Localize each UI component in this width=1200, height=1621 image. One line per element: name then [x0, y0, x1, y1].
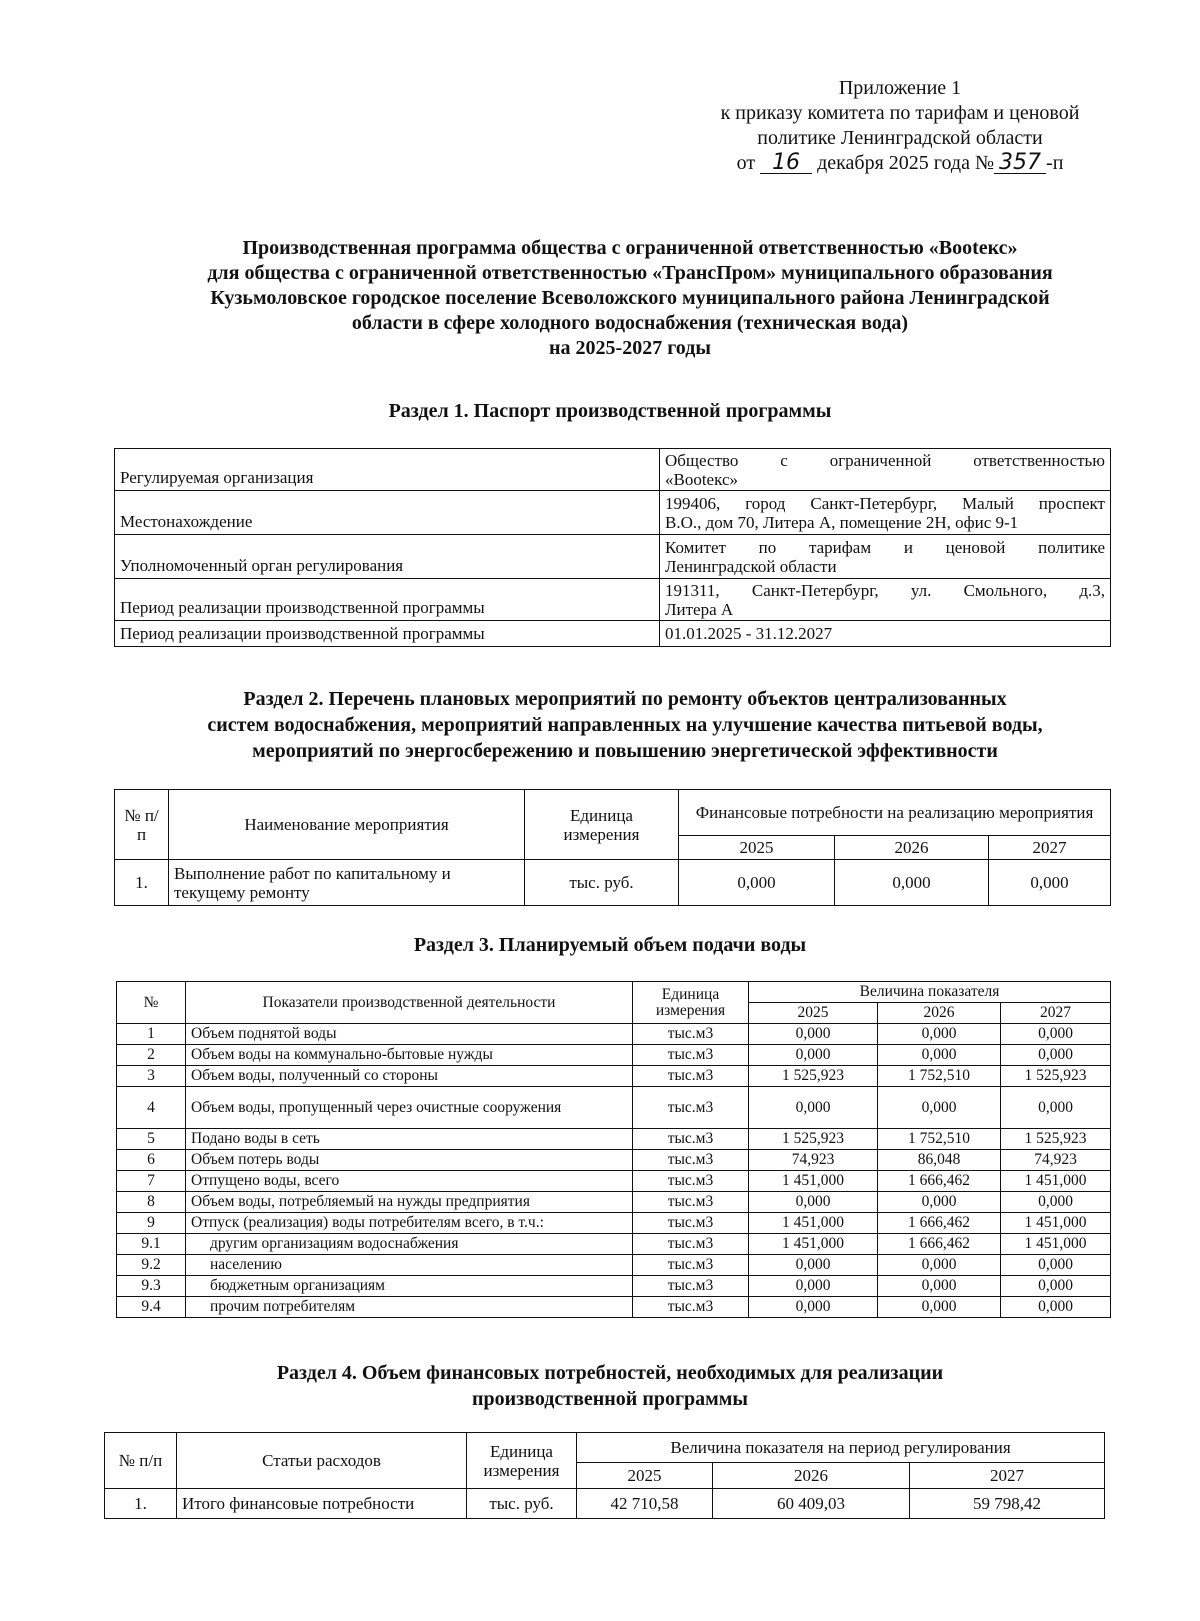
supply-row	[117, 1255, 1111, 1276]
row-value: 1 666,462	[878, 1171, 1001, 1192]
water-supply-table	[116, 981, 1111, 1318]
row-value: 0,000	[1001, 1045, 1111, 1066]
supply-row	[117, 1276, 1111, 1297]
passport-value	[660, 535, 1111, 579]
row-value: 0,000	[878, 1276, 1001, 1297]
row-num: 1	[117, 1024, 186, 1045]
row-value: 0,000	[749, 1087, 878, 1129]
row-value: 0,000	[989, 860, 1111, 906]
row-value: 1 525,923	[1001, 1066, 1111, 1087]
row-unit: тыс. руб.	[467, 1489, 577, 1519]
row-unit: тыс.м3	[633, 1024, 749, 1045]
row-unit: тыс.м3	[633, 1087, 749, 1129]
row-value: 0,000	[679, 860, 835, 906]
row-value: 0,000	[878, 1024, 1001, 1045]
row-num: 4	[117, 1087, 186, 1129]
col-num-header: № п/п	[115, 790, 169, 860]
row-value: 0,000	[749, 1045, 878, 1066]
supply-row	[117, 1045, 1111, 1066]
row-value: 0,000	[1001, 1087, 1111, 1129]
passport-value-line: Литера А	[665, 599, 734, 619]
row-name: Объем потерь воды	[186, 1150, 633, 1171]
supply-row	[117, 1171, 1111, 1192]
row-num: 9.1	[117, 1234, 186, 1255]
year-header: 2025	[577, 1463, 713, 1489]
row-value: 1 451,000	[749, 1213, 878, 1234]
passport-value-line: 01.01.2025 - 31.12.2027	[665, 624, 833, 643]
row-num: 9	[117, 1213, 186, 1234]
passport-row	[115, 449, 1111, 491]
col-unit-header: Единица измерения	[467, 1433, 577, 1489]
row-value: 1 525,923	[749, 1066, 878, 1087]
supply-row	[117, 1087, 1111, 1129]
supply-row	[117, 1066, 1111, 1087]
row-value: 0,000	[749, 1192, 878, 1213]
row-num: 8	[117, 1192, 186, 1213]
section2-heading-line-2: систем водоснабжения, мероприятий направленных на улучшение качества питьевой воды,	[207, 714, 1043, 736]
passport-value-line: 199406, город Санкт-Петербург, Малый проспект	[665, 493, 1105, 513]
year-header: 2025	[679, 836, 835, 860]
row-value: 0,000	[878, 1255, 1001, 1276]
row-value: 0,000	[749, 1276, 878, 1297]
finance-table	[104, 1432, 1105, 1519]
section1-heading: Раздел 1. Паспорт производственной программы	[388, 400, 832, 422]
order-number: 357	[994, 153, 1046, 174]
row-num: 9.2	[117, 1255, 186, 1276]
row-value: 42 710,58	[577, 1489, 713, 1519]
row-name: другим организациям водоснабжения	[186, 1234, 633, 1255]
col-num-header: № п/п	[105, 1433, 177, 1489]
row-name: Отпуск (реализация) воды потребителям всего, в т.ч.:	[186, 1213, 633, 1234]
row-value: 1 451,000	[1001, 1234, 1111, 1255]
passport-value-line: 191311, Санкт-Петербург, ул. Смольного, д.3,	[665, 580, 1105, 600]
year-header: 2026	[878, 1003, 1001, 1024]
year-header: 2027	[1001, 1003, 1111, 1024]
row-unit: тыс.м3	[633, 1192, 749, 1213]
year-header: 2026	[835, 836, 989, 860]
measures-row	[115, 860, 1111, 906]
row-value: 1 525,923	[749, 1129, 878, 1150]
row-name: Подано воды в сеть	[186, 1129, 633, 1150]
row-value: 1 451,000	[1001, 1171, 1111, 1192]
row-num: 2	[117, 1045, 186, 1066]
title-line-5: на 2025-2027 годы	[549, 337, 711, 359]
row-unit: тыс.м3	[633, 1150, 749, 1171]
passport-row	[115, 621, 1111, 647]
year-header: 2027	[910, 1463, 1105, 1489]
row-unit: тыс.м3	[633, 1255, 749, 1276]
col-unit-header: Единица измерения	[525, 790, 679, 860]
row-value: 1 451,000	[749, 1234, 878, 1255]
row-value: 1 451,000	[749, 1171, 878, 1192]
row-unit: тыс.м3	[633, 1045, 749, 1066]
row-name: Выполнение работ по капитальному и текущему ремонту	[169, 860, 525, 906]
row-num: 5	[117, 1129, 186, 1150]
passport-value	[660, 449, 1111, 491]
row-value: 0,000	[878, 1297, 1001, 1318]
passport-row	[115, 491, 1111, 535]
row-value: 1 666,462	[878, 1213, 1001, 1234]
row-value: 0,000	[878, 1045, 1001, 1066]
row-value: 0,000	[749, 1297, 878, 1318]
section3-heading: Раздел 3. Планируемый объем подачи воды	[413, 934, 807, 956]
row-name: бюджетным организациям	[186, 1276, 633, 1297]
row-unit: тыс.м3	[633, 1234, 749, 1255]
passport-value	[660, 579, 1111, 621]
row-unit: тыс.м3	[633, 1129, 749, 1150]
row-unit: тыс.м3	[633, 1066, 749, 1087]
col-finance-header: Финансовые потребности на реализацию мероприятия	[679, 790, 1111, 836]
passport-value-line: Комитет по тарифам и ценовой политике	[665, 537, 1105, 557]
row-unit: тыс.м3	[633, 1213, 749, 1234]
row-num: 3	[117, 1066, 186, 1087]
supply-row	[117, 1129, 1111, 1150]
passport-value	[660, 491, 1111, 535]
finance-header-row	[105, 1433, 1105, 1463]
col-name-header: Показатели производственной деятельности	[186, 982, 633, 1024]
row-unit: тыс.м3	[633, 1171, 749, 1192]
row-value: 1 752,510	[878, 1066, 1001, 1087]
row-unit: тыс.м3	[633, 1276, 749, 1297]
finance-row	[105, 1489, 1105, 1519]
measures-table	[114, 789, 1111, 906]
order-prefix: от	[736, 152, 756, 174]
row-value: 0,000	[878, 1192, 1001, 1213]
row-name: Отпущено воды, всего	[186, 1171, 633, 1192]
row-value: 0,000	[835, 860, 989, 906]
appendix-line-4	[660, 151, 1140, 176]
row-name: населению	[186, 1255, 633, 1276]
row-value: 1 451,000	[1001, 1213, 1111, 1234]
order-day: 16	[760, 153, 812, 174]
appendix-line-3: политике Ленинградской области	[757, 127, 1043, 149]
row-name: Итого финансовые потребности	[177, 1489, 467, 1519]
row-name: Объем воды на коммунально-бытовые нужды	[186, 1045, 633, 1066]
row-value: 0,000	[749, 1255, 878, 1276]
supply-row	[117, 1192, 1111, 1213]
row-value: 60 409,03	[713, 1489, 910, 1519]
passport-value-line: В.О., дом 70, Литера А, помещение 2Н, офис 9-1	[665, 512, 1019, 532]
col-value-header: Величина показателя на период регулирования	[577, 1433, 1105, 1463]
section2-heading-line-3: мероприятий по энергосбережению и повышению энергетической эффективности	[252, 740, 998, 762]
row-num: 6	[117, 1150, 186, 1171]
document-title	[100, 236, 1160, 361]
section2-heading	[110, 686, 1140, 764]
row-name: прочим потребителям	[186, 1297, 633, 1318]
col-name-header: Статьи расходов	[177, 1433, 467, 1489]
title-line-4: области в сфере холодного водоснабжения (техническая вода)	[351, 312, 909, 334]
supply-row	[117, 1234, 1111, 1255]
passport-label: Местонахождение	[115, 491, 660, 535]
title-line-3: Кузьмоловское городское поселение Всеволожского муниципального района Ленинградской	[210, 287, 1050, 309]
row-num: 1.	[115, 860, 169, 906]
year-header: 2027	[989, 836, 1111, 860]
row-num: 7	[117, 1171, 186, 1192]
row-value: 0,000	[1001, 1192, 1111, 1213]
supply-row	[117, 1024, 1111, 1045]
appendix-line-2: к приказу комитета по тарифам и ценовой	[720, 102, 1080, 124]
row-value: 0,000	[1001, 1024, 1111, 1045]
row-value: 0,000	[878, 1087, 1001, 1129]
row-num: 1.	[105, 1489, 177, 1519]
passport-label: Уполномоченный орган регулирования	[115, 535, 660, 579]
row-name: Объем воды, пропущенный через очистные сооружения	[186, 1087, 633, 1129]
supply-row	[117, 1213, 1111, 1234]
section4-heading-line-2: производственной программы	[471, 1388, 749, 1410]
col-name-header: Наименование мероприятия	[169, 790, 525, 860]
supply-row	[117, 1150, 1111, 1171]
passport-value-line: Ленинградской области	[665, 556, 837, 576]
row-unit: тыс.м3	[633, 1297, 749, 1318]
supply-row	[117, 1297, 1111, 1318]
row-unit: тыс. руб.	[525, 860, 679, 906]
title-line-2: для общества с ограниченной ответственностью «ТрансПром» муниципального образования	[207, 262, 1053, 284]
row-value: 1 666,462	[878, 1234, 1001, 1255]
section4-heading-line-1: Раздел 4. Объем финансовых потребностей, необходимых для реализации	[276, 1362, 944, 1384]
supply-header-row	[117, 982, 1111, 1003]
row-name: Объем воды, потребляемый на нужды предприятия	[186, 1192, 633, 1213]
title-line-1: Производственная программа общества с ограниченной ответственностью «Вootекс»	[242, 237, 1018, 259]
order-month-year: декабря 2025 года №	[817, 152, 995, 174]
col-value-header: Величина показателя	[749, 982, 1111, 1003]
section2-heading-line-1: Раздел 2. Перечень плановых мероприятий по ремонту объектов централизованных	[243, 688, 1007, 710]
row-value: 59 798,42	[910, 1489, 1105, 1519]
passport-value-line: «Вootекс»	[665, 469, 738, 489]
order-suffix: -п	[1046, 152, 1064, 174]
passport-row	[115, 579, 1111, 621]
year-header: 2025	[749, 1003, 878, 1024]
col-unit-header: Единица измерения	[633, 982, 749, 1024]
row-value: 1 525,923	[1001, 1129, 1111, 1150]
passport-row	[115, 535, 1111, 579]
row-value: 0,000	[749, 1024, 878, 1045]
col-num-header: №	[117, 982, 186, 1024]
row-value: 1 752,510	[878, 1129, 1001, 1150]
appendix-header	[660, 76, 1140, 176]
row-value: 74,923	[1001, 1150, 1111, 1171]
passport-label: Период реализации производственной программы	[115, 621, 660, 647]
row-value: 0,000	[1001, 1297, 1111, 1318]
passport-value-line: Общество с ограниченной ответственностью	[665, 450, 1105, 470]
row-value: 0,000	[1001, 1276, 1111, 1297]
row-num: 9.3	[117, 1276, 186, 1297]
row-value: 74,923	[749, 1150, 878, 1171]
passport-value	[660, 621, 1111, 647]
row-name: Объем воды, полученный со стороны	[186, 1066, 633, 1087]
passport-table	[114, 448, 1111, 647]
year-header: 2026	[713, 1463, 910, 1489]
row-name: Объем поднятой воды	[186, 1024, 633, 1045]
row-num: 9.4	[117, 1297, 186, 1318]
appendix-line-1: Приложение 1	[838, 77, 962, 99]
row-value: 0,000	[1001, 1255, 1111, 1276]
section4-heading	[110, 1360, 1110, 1412]
row-value: 86,048	[878, 1150, 1001, 1171]
supply-body	[117, 1024, 1111, 1318]
passport-label: Регулируемая организация	[115, 449, 660, 491]
measures-header-row	[115, 790, 1111, 836]
passport-label: Период реализации производственной программы	[115, 579, 660, 621]
